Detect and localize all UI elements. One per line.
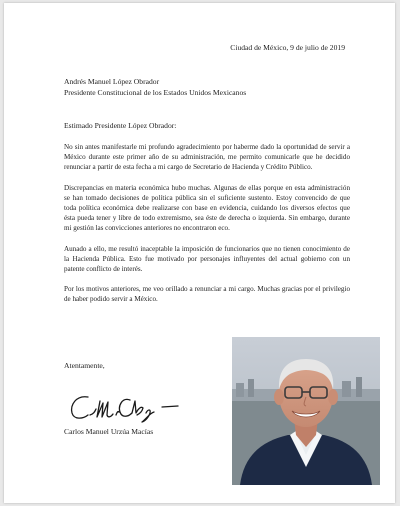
salutation: Estimado Presidente López Obrador: — [64, 121, 177, 130]
paragraph-2: Discrepancias en materia económica hubo muchas. Algunas de ellas porque en esta administración se han tomado decisiones de política pública sin el suficiente sustento. Estoy convencido de que toda política económica debe realizarse con base en evidencia, cuidando los diversos efectos que ésta pueda tener y libre de todo extremismo, sea éste de derecha o izquierda. Sin embargo, durante mi gestión las convicciones anteriores no encontraron eco. — [64, 183, 350, 233]
signer-name: Carlos Manuel Urzúa Macías — [64, 427, 154, 436]
paragraph-3: Aunado a ello, me resultó inaceptable la imposición de funcionarios que no tienen conocimiento de la Hacienda Pública. Esto fue motivado por personajes influyentes del actual gobierno con un patente conflicto de interés. — [64, 244, 350, 274]
handwritten-signature — [66, 391, 186, 423]
recipient-name: Andrés Manuel López Obrador — [64, 77, 160, 86]
recipient-title: Presidente Constitucional de los Estados Unidos Mexicanos — [64, 87, 247, 97]
paragraph-1: No sin antes manifestarle mi profundo agradecimiento por haberme dado la oportunidad de servir a México durante este primer año de su administración, me permito comunicarle que he decidido renunciar a partir de esta fecha a mi cargo de Secretario de Hacienda y Crédito Público. — [64, 143, 350, 172]
paragraph-4: Por los motivos anteriores, me veo orillado a renunciar a mi cargo. Muchas gracias por el privilegio de haber podido servir a México. — [64, 285, 350, 304]
letter-page — [4, 3, 395, 503]
portrait-photo — [232, 337, 380, 485]
addressee-block — [64, 77, 246, 98]
letter-body — [64, 142, 350, 315]
letter-date: Ciudad de México, 9 de julio de 2019 — [230, 43, 345, 52]
closing: Atentamente, — [64, 361, 105, 370]
